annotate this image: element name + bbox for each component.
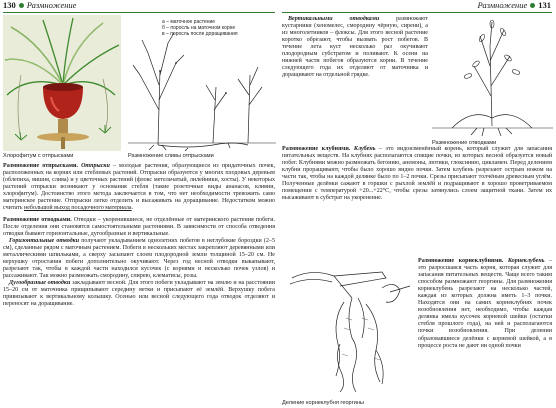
plum-caption: Размножение сливы отпрысками <box>128 153 214 159</box>
paragraph-vertical-text: размножают кустарники (хеномелес, смородину чёрную, сирени), а из многолетников – флоксы. Для этого весной растение коротко обрезают, чтобы вызвать рост побегов. В течение лета куст несколько раз окучивают плодородным субстратом и поливают. К осени на нижней части побегов образуются корни. В течение следующего года их отделяют от маточника и доращивают на отдельной грядке. <box>282 16 428 79</box>
section-bullet-icon <box>530 3 535 8</box>
section-bullet-icon <box>19 3 24 8</box>
plum-legend-b: б – поросль на маточном корне <box>162 25 236 31</box>
term-horizontal: Горизонтальные отводки <box>9 237 80 244</box>
paragraph-root-tubers <box>418 258 552 350</box>
plum-legend-c: в – поросль после доращивания <box>162 31 238 37</box>
left-page-number: 130 <box>3 0 16 10</box>
paragraph-vertical <box>282 16 428 79</box>
right-page-number: 131 <box>538 0 551 10</box>
heading-suckers: Размножение отпрысками. <box>3 163 78 169</box>
paragraph-layering <box>3 217 275 238</box>
plum-suckers-drawing <box>128 15 276 151</box>
paragraph-horizontal-text: получают укладыванием однолетних побегов в неглубокие бороздки (2–5 см), сделанные рядом с маточным растением. Побеги в нескольких местах закрепляют деревянными или металлическими шпильками, а сверху засыпают слоем плодородной земли толщиной 15–20 см. Не верхушку отростания побеги дополнительно окучивают. Через год весной отводки выкапывают, разрезают так, чтобы в каждой части находился кусочек (с корнями и несколько почек узлов) и рассаживают. Так можно размножать смородину, спирею, клематисы, розы. <box>3 237 275 280</box>
term-tuber: Клубень <box>353 146 376 152</box>
plum-legend-a: а – маточное растение <box>162 19 216 25</box>
chlorophytum-caption: Хлорофитум с отпрысками <box>3 153 74 159</box>
heading-tubers: Размножение клубнями. <box>282 146 351 152</box>
term-arched: Дугообразные отводки <box>9 280 71 287</box>
right-top-text <box>282 16 428 79</box>
paragraph-horizontal <box>3 238 275 280</box>
right-middle-text <box>282 146 552 202</box>
left-page-header <box>3 0 76 11</box>
left-section-title: Размножение <box>26 0 77 10</box>
left-column-text <box>3 163 275 308</box>
paragraph-arched <box>3 280 275 308</box>
paragraph-layering-text: Отводки – укоренившиеся, не отделённые от материнского растения побеги. После отделения они становятся самостоятельными растениями. В зависимости от способа отведения отводки бывают горизонтальные, дугообразные и вертикальные. <box>3 216 275 237</box>
paragraph-suckers <box>3 163 275 212</box>
paragraph-tubers-text: – это видоизменённый корень, который служит для запасания питательных веществ. На клубнях располагаются спящие почки, из которых весной образуется новый побег. Клубнями можно размножать бегонию, анемоны, лютики, глоксинию, цикламен. Перед делением клубни проращивают, чтобы было хорошо видно почки. Затем клубень разрезают острым ножом на части так, чтобы на каждой делянке было по 1–2 почки. Срезы присыпают толчёным древесным углём. Полученные делёнки сажают в горшки с рыхлой землёй и подращивают в хорошо проветриваемом помещении с температурой +20...+22°С, чтобы срезы затянулись слоем защитной ткани. Затем их высаживают в субстрат на укоренение. <box>282 146 553 202</box>
right-page-header <box>478 0 551 11</box>
right-bottom-text <box>418 258 552 350</box>
right-section-title: Размножение <box>477 0 528 10</box>
chlorophytum-photo <box>3 15 121 151</box>
layering-caption: Размножение отводками <box>432 140 497 146</box>
layering-drawing <box>432 16 553 138</box>
heading-root-tubers: Размножение корнеклубнями. <box>418 258 504 264</box>
paragraph-suckers-underlined: небольшой выход посадочного материала <box>24 205 132 212</box>
right-header-rule <box>282 12 552 13</box>
paragraph-suckers-text: – молодые растения, образующиеся из придаточных почек, расположенных на корнях или стеблевых растений. Отпрыски образуются у многих плодовых деревьев (облепиха, вишня, слива) и у цветочных растений (флокс метельчатый, лилейники, хосты). У некоторых растений отпрыски возникают у основания стебля (такие розеточные виды ананасов, кливии, хлорофитум). Достоинство этого метода заключается в том, что нет необходимости тревожить само материнское растение. Отпрыски легко отделить и высаживать на доращивание. Недостатком можно считать <box>3 163 275 212</box>
dahlia-division-drawing <box>282 258 414 398</box>
dahlia-caption: Деление корнеклубня георгины <box>282 400 364 406</box>
term-suckers: Отпрыски <box>81 163 110 169</box>
term-vertical: Вертикальными отводками <box>288 16 380 22</box>
left-header-rule <box>3 12 275 13</box>
paragraph-suckers-tail: . <box>131 205 134 212</box>
paragraph-tubers <box>282 146 552 202</box>
heading-layering: Размножение отводками. <box>3 216 72 223</box>
paragraph-arched-text: закладывают весной. Для этого побеги укладывают на землю и на расстоянии 15–20 см от маточника прищипывают середину ветки и присыпают её землёй. Верхушку побега привязывают к вертикальному колышку. Осенью или весной следующего года отводок отделяют и переносят на доращивание. <box>3 280 275 308</box>
term-root-tuber: Корнеклубень <box>507 258 545 264</box>
paragraph-root-tubers-text: – это разросшаяся часть корня, которая служит для запасания питательных веществ. Чаще всего таким способом размножают георгины. Для размножения корнеклубень разрезают на несколько частей, каждая из которых должна иметь 1–3 почки. Находятся они на самих корнеклубнях почек возобновления нет, необходимо, чтобы каждая делянка имела кусочек корневой шейки (остатки стебля прошлого года), на ней и располагаются почки возобновления. При делении образовавшиеся делёнки с корневой шейкой, а в процессе роста не дают ни одной почки <box>418 258 552 349</box>
